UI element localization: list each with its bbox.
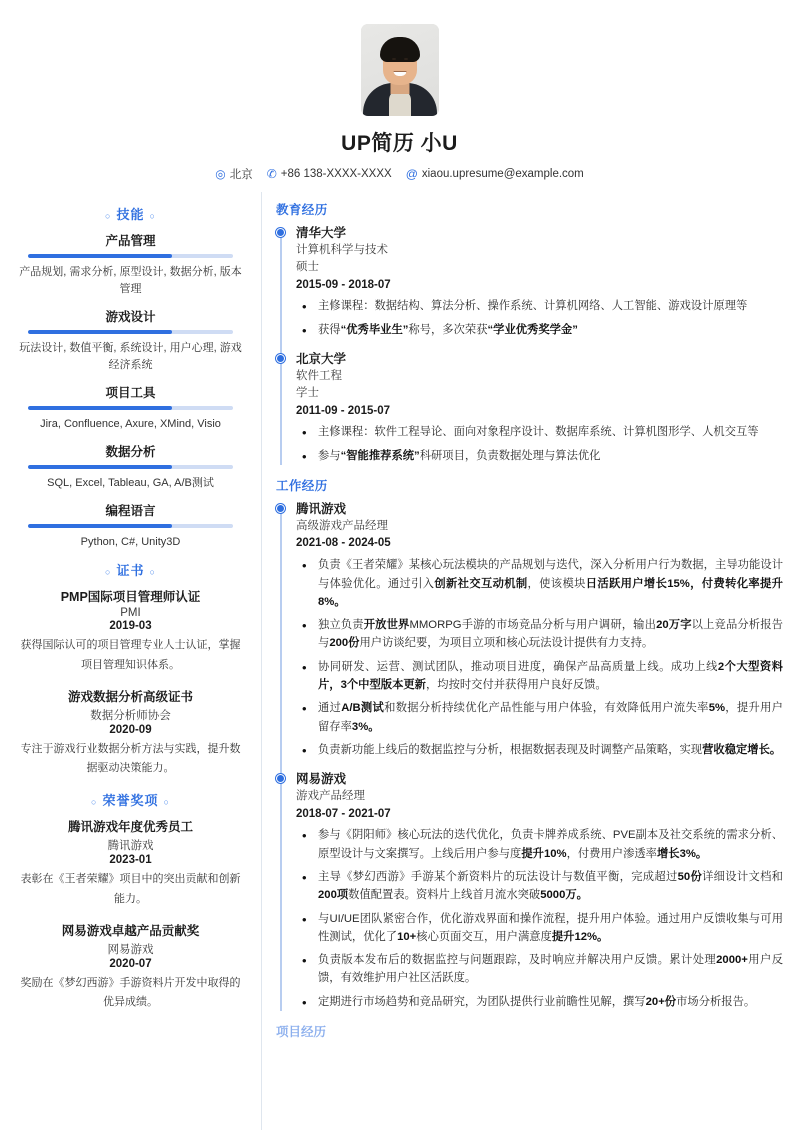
sidebar-heading-skills (14, 204, 247, 223)
certificates-heading-text: 证书 (116, 563, 145, 579)
work-entry (296, 770, 783, 1011)
section-heading-education: 教育经历 (276, 203, 328, 217)
skill-bar-track (28, 524, 233, 528)
skill-name: 游戏设计 (105, 310, 156, 325)
contact-row (0, 166, 799, 182)
skill-bar-track (28, 465, 233, 469)
education-timeline (276, 224, 783, 465)
certificate-card-date: 2020-09 (109, 723, 152, 736)
email-icon: @ (405, 167, 418, 181)
heading-deco-left: ○ (105, 210, 112, 221)
heading-deco-left: ○ (105, 566, 112, 577)
contact-email-text: xiaou.upresume@example.com (421, 168, 584, 180)
education-entry (296, 224, 783, 339)
company-name: 腾讯游戏 (296, 502, 347, 517)
contact-email (406, 168, 584, 180)
skill-bar-fill (28, 254, 172, 258)
work-dates: 2021-08 - 2024-05 (296, 537, 391, 550)
skills-list (14, 231, 247, 551)
certificate-card-desc: 获得国际认可的项目管理专业人士认证，掌握项目管理知识体系。 (20, 639, 241, 671)
degree: 硕士 (296, 261, 319, 274)
job-title: 游戏产品经理 (296, 790, 365, 803)
sidebar (0, 192, 262, 1130)
skill-bar-fill (28, 524, 172, 528)
skill-name: 编程语言 (105, 504, 156, 519)
skill-name: 产品管理 (105, 234, 156, 248)
work-bullets (296, 556, 783, 759)
skill-name: 数据分析 (105, 445, 156, 460)
location-pin-icon: ◎ (215, 167, 226, 181)
contact-location-text: 北京 (229, 169, 253, 181)
resume-body (0, 192, 799, 1130)
heading-deco-right: ○ (163, 796, 170, 807)
work-timeline (276, 500, 783, 1011)
skills-heading-text: 技能 (116, 207, 145, 222)
skill-item (14, 501, 247, 551)
award-card (14, 817, 247, 909)
bullet-item: • 通过A/B测试和数据分析持续优化产品性能与用户体验，有效降低用户流失率5%，提升用户留存率3%。 (296, 699, 783, 736)
skill-items: 玩法设计, 数值平衡, 系统设计, 用户心理, 游戏经济系统 (19, 342, 242, 372)
bullet-item: • 负责新功能上线后的数据监控与分析，根据数据表现及时调整产品策略，实现营收稳定增长。 (296, 741, 783, 759)
bullet-item: • 与UI/UE团队紧密合作，优化游戏界面和操作流程，提升用户体验。通过用户反馈收集与可用性测试，优化了10+核心页面交互，用户满意度提升12%。 (296, 910, 783, 947)
skill-bar-track (28, 406, 233, 410)
award-card-desc: 表彰在《王者荣耀》项目中的突出贡献和创新能力。 (20, 873, 241, 905)
resume-header (0, 0, 799, 192)
sidebar-heading-certificates (14, 560, 247, 579)
skill-bar-fill (28, 330, 172, 334)
skill-items: SQL, Excel, Tableau, GA, A/B测试 (47, 477, 214, 490)
major: 软件工程 (296, 370, 342, 383)
photo-hair (380, 37, 420, 62)
bullet-item: • 参与《阴阳师》核心玩法的迭代优化，负责卡牌养成系统、PVE副本及社交系统的需求分析、原型设计与文案撰写。上线后用户参与度提升10%，付费用户渗透率增长3%。 (296, 826, 783, 863)
certificate-card-desc: 专注于游戏行业数据分析方法与实践，提升数据驱动决策能力。 (20, 742, 241, 775)
section-heading-projects: 项目经历 (276, 1025, 327, 1040)
skill-item (14, 231, 247, 298)
skill-bar-fill (28, 465, 172, 469)
bullet-item: • 负责《王者荣耀》某核心玩法模块的产品规划与迭代，深入分析用户行为数据，主导功能设计与体验优化。通过引入创新社交互动机制，使该模块日活跃用户增长15%，付费转化率提升8%。 (296, 556, 783, 611)
photo-eye-right (404, 58, 408, 60)
bullet-item: • 定期进行市场趋势和竞品研究，为团队提供行业前瞻性见解，撰写20+份市场分析报告。 (296, 993, 783, 1011)
bullet-item: • 主修课程：软件工程导论、面向对象程序设计、数据库系统、计算机图形学、人机交互等 (296, 423, 783, 441)
photo-container (0, 24, 799, 116)
skill-item (14, 383, 247, 433)
contact-phone-text: +86 138-XXXX-XXXX (280, 168, 392, 180)
job-title: 高级游戏产品经理 (296, 520, 388, 533)
skill-items: Python, C#, Unity3D (80, 536, 181, 549)
phone-icon: ✆ (266, 167, 277, 181)
work-bullets (296, 826, 783, 1011)
education-dates: 2011-09 - 2015-07 (296, 404, 390, 417)
heading-deco-right: ○ (149, 566, 156, 577)
school-name: 清华大学 (296, 226, 347, 240)
award-card-desc: 奖励在《梦幻西游》手游资料片开发中取得的优异成绩。 (20, 976, 241, 1009)
work-entry (296, 500, 783, 759)
education-bullets (296, 423, 783, 465)
heading-deco-right: ○ (149, 210, 156, 221)
bullet-item: • 独立负责开放世界MMORPG手游的市场竞品分析与用户调研，输出20万字以上竞品分析报告与200份用户访谈纪要，为项目立项和核心玩法设计提供有力支持。 (296, 616, 783, 653)
bullet-item: • 主修课程：数据结构、算法分析、操作系统、计算机网络、人工智能、游戏设计原理等 (296, 297, 783, 315)
award-card-date: 2020-07 (109, 957, 152, 970)
work-dates: 2018-07 - 2021-07 (296, 807, 391, 820)
degree: 学士 (296, 387, 319, 400)
certificate-card (14, 587, 247, 675)
certificate-card (14, 687, 247, 779)
education-dates: 2015-09 - 2018-07 (296, 278, 391, 291)
award-card-org: 腾讯游戏 (107, 840, 154, 853)
certificate-card-title: 游戏数据分析高级证书 (67, 689, 193, 704)
education-bullets (296, 297, 783, 339)
candidate-name: UP简历 小U (341, 132, 458, 155)
main-column (262, 192, 799, 1040)
contact-location (215, 166, 252, 182)
certificate-card-org: 数据分析师协会 (90, 709, 171, 722)
bullet-item: • 负责版本发布后的数据监控与问题跟踪，及时响应并解决用户反馈。累计处理2000+用户反馈，有效维护用户社区活跃度。 (296, 951, 783, 988)
heading-deco-left: ○ (91, 796, 98, 807)
major: 计算机科学与技术 (296, 244, 388, 257)
certificates-list (14, 587, 247, 778)
contact-phone (267, 168, 392, 180)
certificate-card-title: PMP国际项目管理师认证 (60, 590, 201, 605)
award-card (14, 921, 247, 1013)
award-card-org: 网易游戏 (107, 943, 154, 956)
education-entry (296, 350, 783, 465)
school-name: 北京大学 (296, 352, 347, 367)
skill-bar-track (28, 254, 233, 258)
bullet-item: • 主导《梦幻西游》手游某个新资料片的玩法设计与数值平衡，完成超过50份详细设计文档和200项数值配置表。资料片上线首月流水突破5000万。 (296, 868, 783, 905)
bullet-item: • 参与“智能推荐系统”科研项目，负责数据处理与算法优化 (296, 447, 783, 465)
award-card-title: 网易游戏卓越产品贡献奖 (61, 923, 200, 938)
photo-eye-left (392, 58, 396, 60)
awards-list (14, 817, 247, 1012)
certificate-card-date: 2019-03 (109, 620, 152, 633)
section-heading-work: 工作经历 (276, 479, 328, 494)
bullet-item: • 协同研发、运营、测试团队，推动项目进度，确保产品高质量上线。成功上线2个大型资料片，3个中型版本更新，均按时交付并获得用户良好反馈。 (296, 658, 783, 695)
bullet-item: • 获得“优秀毕业生”称号，多次荣获“学业优秀奖学金” (296, 321, 783, 339)
skill-items: Jira, Confluence, Axure, XMind, Visio (40, 418, 221, 431)
skill-name: 项目工具 (105, 386, 156, 401)
skill-items: 产品规划, 需求分析, 原型设计, 数据分析, 版本管理 (19, 266, 242, 296)
skill-item (14, 442, 247, 492)
awards-heading-text: 荣誉奖项 (102, 793, 159, 809)
award-card-title: 腾讯游戏年度优秀员工 (67, 820, 193, 835)
profile-photo (361, 24, 439, 116)
skill-bar-fill (28, 406, 172, 410)
certificate-card-org: PMI (120, 607, 141, 620)
sidebar-heading-awards (14, 790, 247, 809)
award-card-date: 2023-01 (109, 854, 152, 867)
skill-item (14, 307, 247, 374)
company-name: 网易游戏 (296, 772, 347, 787)
skill-bar-track (28, 330, 233, 334)
